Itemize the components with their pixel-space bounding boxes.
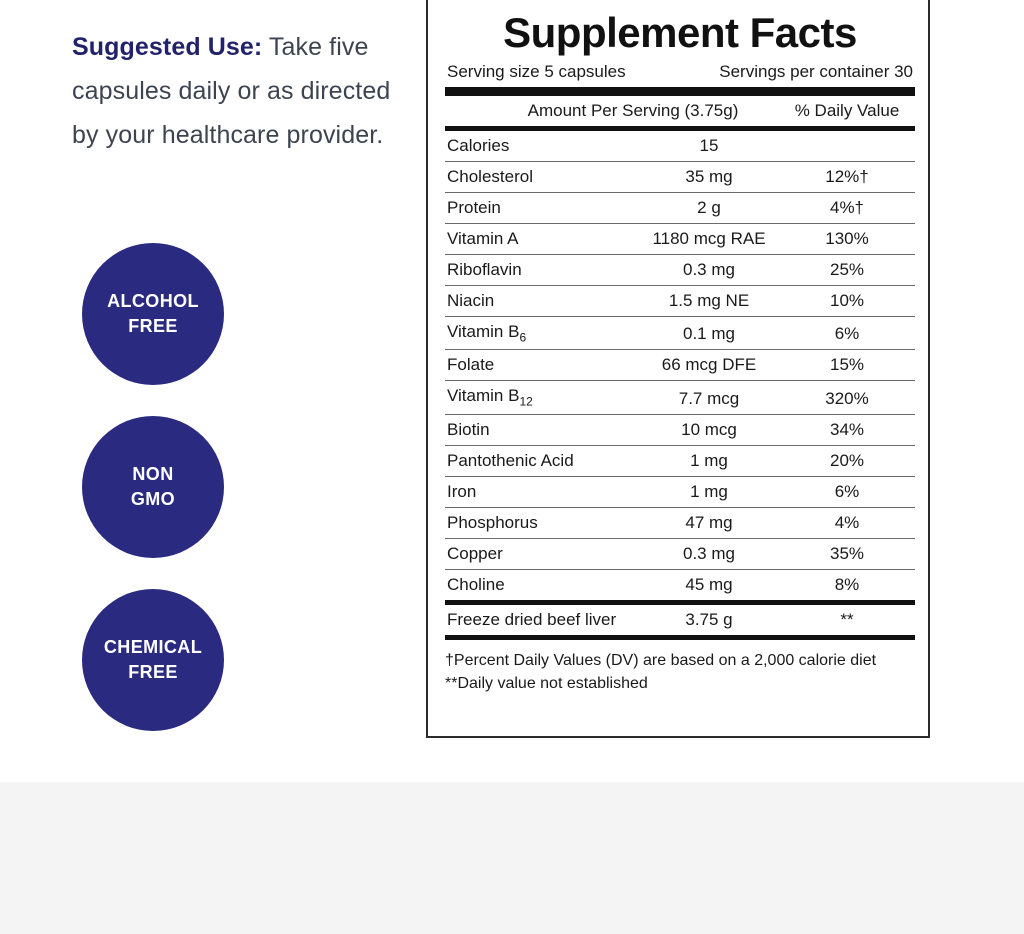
nutrient-amount: 15 (639, 131, 779, 162)
nutrient-amount: 1 mg (639, 476, 779, 507)
nutrient-amount: 1180 mcg RAE (639, 224, 779, 255)
badge-non-gmo (82, 416, 224, 558)
nutrient-name: Pantothenic Acid (445, 445, 639, 476)
special-ingredient-name: Freeze dried beef liver (447, 609, 617, 629)
table-row (445, 507, 915, 538)
nutrient-name: Copper (445, 538, 639, 569)
badge-chemical-free (82, 589, 224, 731)
nutrient-dv: 15% (779, 350, 915, 381)
nutrient-amount: 35 mg (639, 162, 779, 193)
serving-info-row (445, 62, 915, 87)
table-row (445, 193, 915, 224)
nutrient-amount: 66 mcg DFE (639, 350, 779, 381)
nutrient-amount: 1.5 mg NE (639, 286, 779, 317)
serving-size: Serving size 5 capsules (447, 62, 626, 81)
nutrient-dv: 12%† (779, 162, 915, 193)
left-column (72, 0, 402, 182)
table-row (445, 131, 915, 162)
suggested-use-text: Take five capsules daily or as directed by your healthcare provider. (72, 33, 391, 149)
supplement-facts-panel (426, 0, 930, 738)
nutrient-amount: 7.7 mcg (639, 381, 779, 414)
nutrient-amount: 45 mg (685, 574, 733, 594)
table-row (445, 414, 915, 445)
nutrient-amount: 2 g (639, 193, 779, 224)
nutrient-dv: 6% (779, 476, 915, 507)
nutrient-table (445, 131, 915, 600)
supplement-facts-title: Supplement Facts (503, 9, 857, 56)
badge-alcohol-free-line1: ALCOHOL (107, 291, 199, 311)
daily-value-header: % Daily Value (794, 101, 900, 120)
nutrient-dv: 320% (779, 381, 915, 414)
nutrient-name: Biotin (445, 414, 639, 445)
table-row (445, 381, 915, 414)
badge-alcohol-free (82, 243, 224, 385)
nutrient-dv: 4%† (779, 193, 915, 224)
badge-chemical-free-line1: CHEMICAL (103, 637, 203, 657)
nutrient-amount: 47 mg (639, 507, 779, 538)
nutrient-dv (779, 131, 915, 162)
table-row (445, 445, 915, 476)
divider-thick-top (445, 87, 915, 96)
nutrient-dv: 20% (779, 445, 915, 476)
suggested-use-paragraph (72, 25, 397, 157)
nutrient-amount: 10 mcg (639, 414, 779, 445)
badge-chemical-free-line2: FREE (128, 662, 178, 682)
special-ingredient-table (445, 605, 915, 635)
table-row (445, 538, 915, 569)
nutrient-name: Phosphorus (445, 507, 639, 538)
nutrient-dv: 8% (834, 574, 860, 594)
nutrient-amount: 0.3 mg (639, 538, 779, 569)
nutrient-name: Folate (445, 350, 639, 381)
nutrient-amount: 0.3 mg (639, 255, 779, 286)
table-row (445, 569, 915, 600)
nutrient-dv: 130% (779, 224, 915, 255)
servings-per-container: Servings per container 30 (719, 62, 913, 81)
footnote-not-established: **Daily value not established (445, 674, 648, 692)
nutrient-name: Protein (445, 193, 639, 224)
nutrient-name: Cholesterol (445, 162, 639, 193)
nutrient-name: Choline (447, 574, 505, 594)
badge-non-gmo-line2: GMO (130, 489, 176, 509)
table-row (445, 286, 915, 317)
table-row (445, 255, 915, 286)
amount-per-serving-header: Amount Per Serving (3.75g) (527, 101, 739, 120)
table-row (445, 605, 915, 635)
nutrient-name: Niacin (445, 286, 639, 317)
nutrient-dv: 6% (779, 317, 915, 350)
bottom-band (0, 782, 1024, 934)
badge-alcohol-free-line2: FREE (128, 316, 178, 336)
nutrient-name: Riboflavin (445, 255, 639, 286)
table-row (445, 162, 915, 193)
nutrient-amount: 0.1 mg (639, 317, 779, 350)
table-row (445, 224, 915, 255)
table-row (445, 317, 915, 350)
special-ingredient-dv: ** (840, 609, 854, 629)
nutrient-dv: 10% (779, 286, 915, 317)
footnotes (445, 640, 915, 695)
nutrient-name: Calories (445, 131, 639, 162)
badge-non-gmo-line1: NON (132, 464, 174, 484)
nutrient-dv: 4% (779, 507, 915, 538)
nutrient-dv: 25% (779, 255, 915, 286)
suggested-use-label: Suggested Use: (72, 33, 263, 61)
footnote-daily-values: †Percent Daily Values (DV) are based on a 2,000 calorie diet (445, 651, 877, 669)
nutrient-name: Iron (445, 476, 639, 507)
nutrient-name: Vitamin A (445, 224, 639, 255)
supplement-facts-inner (445, 8, 915, 695)
table-row (445, 476, 915, 507)
badge-list (82, 243, 224, 762)
special-ingredient-amount: 3.75 g (685, 609, 733, 629)
nutrient-amount: 1 mg (639, 445, 779, 476)
column-header-row (445, 96, 915, 126)
nutrient-dv: 34% (779, 414, 915, 445)
nutrient-name: Vitamin $B_6$ (445, 317, 639, 350)
nutrient-dv: 35% (779, 538, 915, 569)
nutrient-name: Vitamin $B_{12}$ (445, 381, 639, 414)
table-row (445, 350, 915, 381)
